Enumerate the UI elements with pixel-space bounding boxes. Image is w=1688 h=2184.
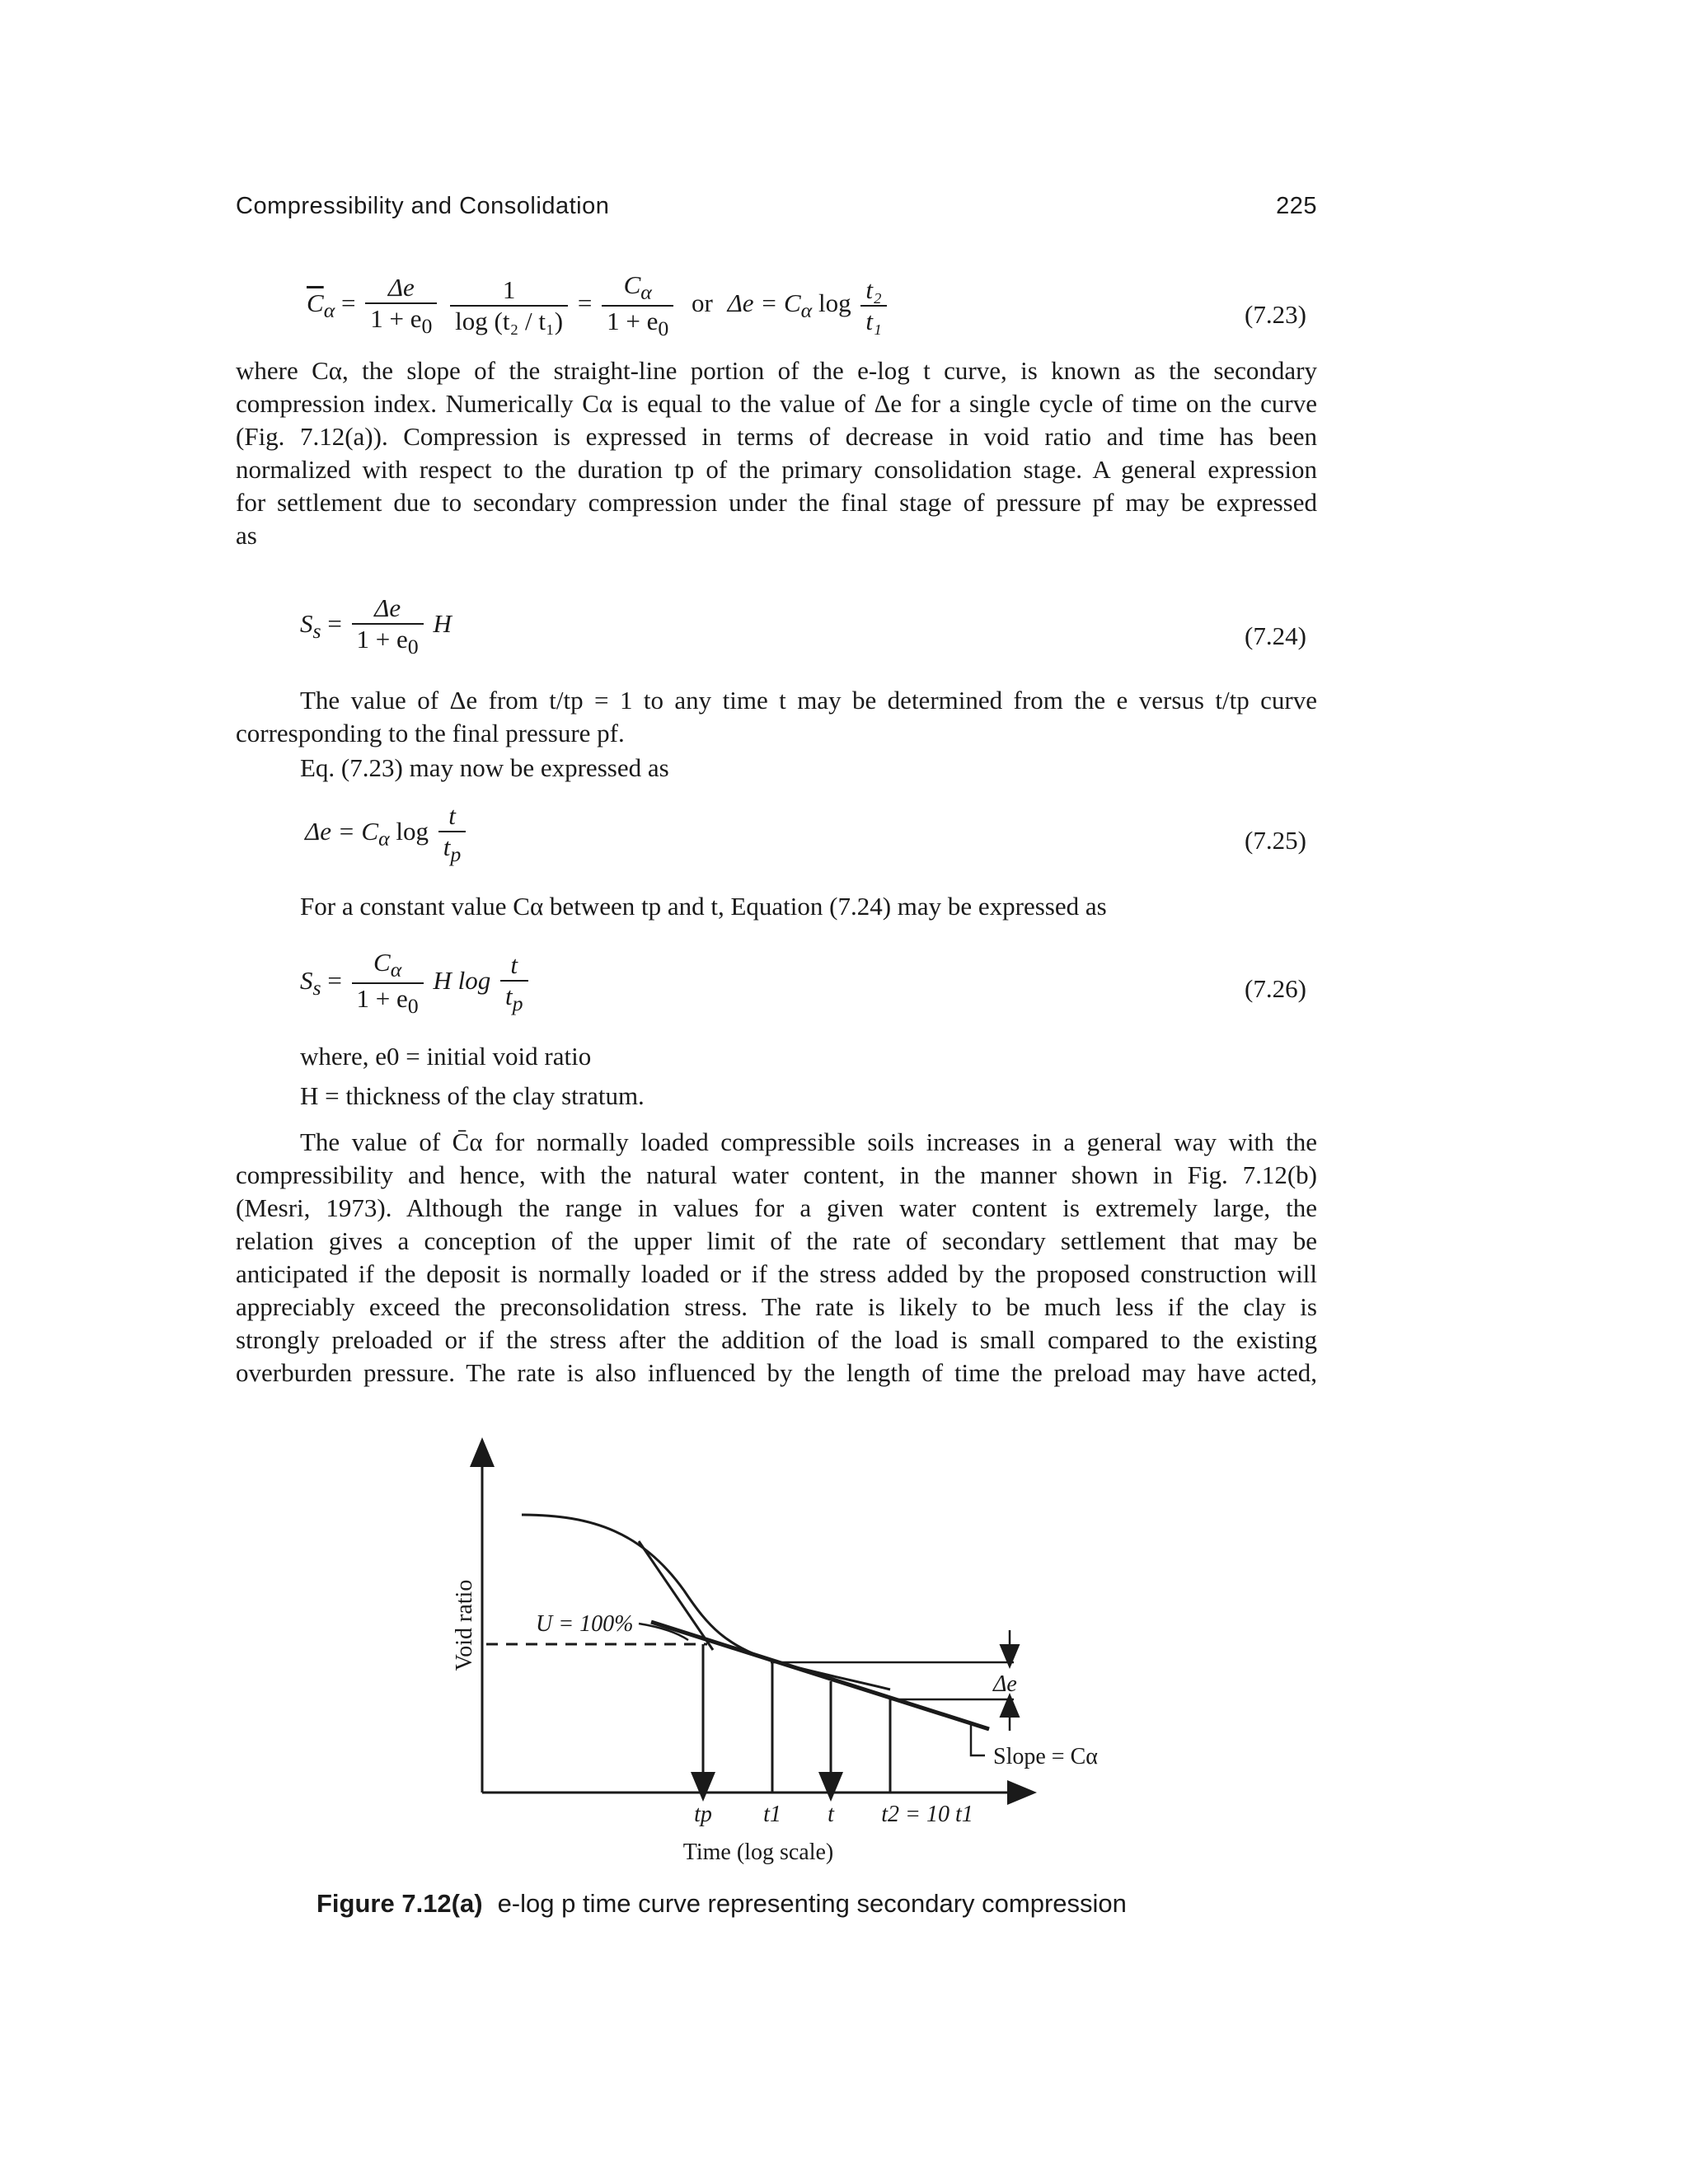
text-line: where Cα, the slope of the straight-line portion of the e-log t curve, is known as the secondary bbox=[236, 356, 1317, 385]
text-line: overburden pressure. The rate is also influenced by the length of time the preload may have acted, bbox=[236, 1358, 1317, 1387]
text-line: corresponding to the final pressure pf. bbox=[236, 719, 625, 748]
paragraph-eq-intro: Eq. (7.23) may now be expressed as bbox=[300, 753, 669, 782]
eq-fraction-4: $\frac{\text{t₂}}{\text{t₁}}$ bbox=[860, 275, 886, 335]
text-line: compression index. Numerically Cα is equal to the value of Δe for a single cycle of time on the curve bbox=[236, 389, 1317, 418]
caption-number: Figure 7.12(a) bbox=[316, 1889, 483, 1918]
tick-label-t2: t2 = 10 t1 bbox=[881, 1802, 973, 1827]
tick-label-t1: t1 bbox=[763, 1802, 781, 1827]
where-initial-void-ratio: where, e0 = initial void ratio bbox=[300, 1042, 592, 1071]
where-thickness: H = thickness of the clay stratum. bbox=[300, 1081, 645, 1110]
text-line: The value of Δe from t/tp = 1 to any time t may be determined from the e versus t/tp curve bbox=[300, 686, 1317, 715]
equation-number: (7.23) bbox=[1245, 300, 1306, 329]
y-axis-label: Void ratio bbox=[452, 1579, 477, 1671]
eq-fraction-3: $\frac{C_\alpha}{1 + e_0}$ bbox=[602, 270, 673, 341]
x-axis-label: Time (log scale) bbox=[682, 1840, 834, 1865]
slope-label: Slope = Cα bbox=[993, 1744, 1098, 1769]
text-line: strongly preloaded or if the stress after the addition of the load is small compared to the existing bbox=[236, 1325, 1317, 1354]
caption-text: e-log p time curve representing secondary compression bbox=[497, 1889, 1127, 1918]
text-line: The value of C̄α for normally loaded compressible soils increases in a general way with the bbox=[300, 1127, 1317, 1156]
eq-fraction: $\frac{C_\alpha}{1 + e_0}$ bbox=[352, 948, 424, 1019]
u100-label: U = 100% bbox=[536, 1611, 634, 1637]
eq-fraction-1: $\frac{\Delta e}{1 + e_0}$ bbox=[365, 273, 437, 339]
eq-or: or bbox=[692, 288, 713, 317]
eq-fraction-2: $\frac{t}{t_p}$ bbox=[500, 950, 528, 1016]
tick-label-tp: tp bbox=[694, 1802, 712, 1827]
eq-lhs-sub: α bbox=[323, 298, 335, 323]
equation-number: (7.26) bbox=[1245, 974, 1306, 1003]
text-line: compressibility and hence, with the natural water content, in the manner shown in Fig. 7.12(b) bbox=[236, 1160, 1317, 1189]
text-line: anticipated if the deposit is normally loaded or if the stress added by the proposed construction will bbox=[236, 1259, 1317, 1288]
eq-fraction: $\frac{\Delta e}{1 + e_0}$ bbox=[352, 593, 424, 659]
eq-fraction-2: $\frac{1}{\text{log (t₂ / t₁)}}$ bbox=[450, 275, 568, 335]
page-number: 225 bbox=[1276, 193, 1317, 219]
text-line: for settlement due to secondary compression under the final stage of pressure pf may be expressed bbox=[236, 488, 1317, 517]
equation-number: (7.25) bbox=[1245, 826, 1306, 855]
text-line: appreciably exceed the preconsolidation stress. The rate is likely to be much less if the clay is bbox=[236, 1292, 1317, 1321]
running-title: Compressibility and Consolidation bbox=[236, 193, 610, 219]
equation-number: (7.24) bbox=[1245, 621, 1306, 650]
tick-label-t: t bbox=[828, 1802, 834, 1827]
eq-fraction: $\frac{t}{t_p}$ bbox=[438, 801, 467, 867]
paragraph-constant-value: For a constant value Cα between tp and t, Equation (7.24) may be expressed as bbox=[300, 892, 1107, 921]
text-line: as bbox=[236, 521, 257, 550]
text-line: (Fig. 7.12(a)). Compression is expressed in terms of decrease in void ratio and time has been bbox=[236, 422, 1317, 451]
figure-caption bbox=[316, 1889, 1127, 1919]
delta-e-label: Δe bbox=[993, 1671, 1017, 1697]
text-line: relation gives a conception of the upper limit of the rate of secondary settlement that may be bbox=[236, 1226, 1317, 1255]
text-line: normalized with respect to the duration tp of the primary consolidation stage. A general expression bbox=[236, 455, 1317, 484]
text-line: (Mesri, 1973). Although the range in values for a given water content is extremely large, the bbox=[236, 1193, 1317, 1222]
eq-lhs-symbol: $\overline{C}$ bbox=[307, 288, 324, 317]
